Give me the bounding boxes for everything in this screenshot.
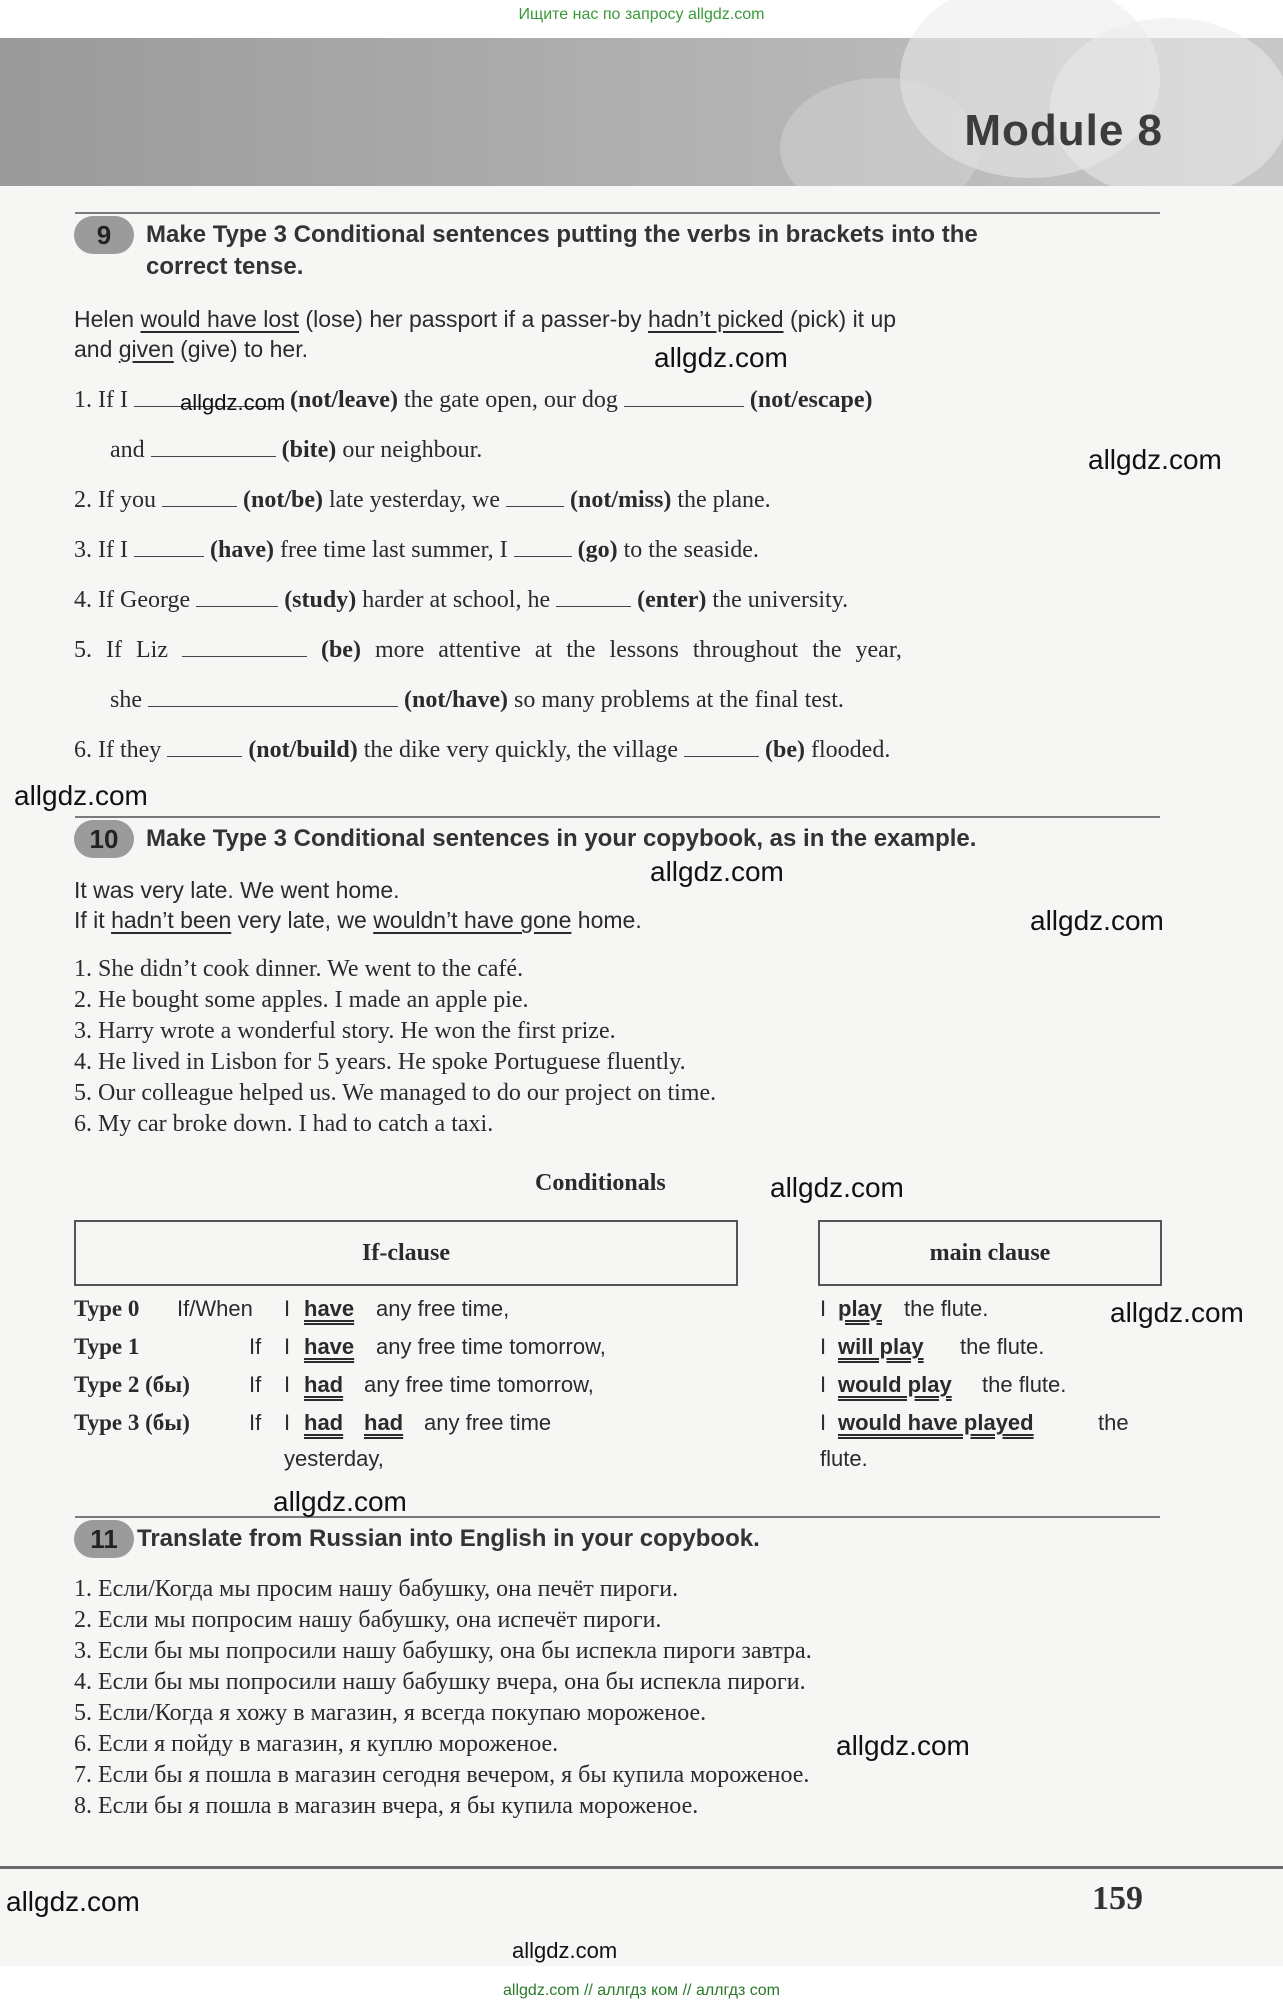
conditional-row-type3: Type 3 (бы) If I had had any free time yesterday, I would have played the flute.	[74, 1410, 1129, 1471]
bottom-note[interactable]: allgdz.com // аллгдз ком // аллгдз com	[503, 1982, 780, 1999]
exercise-9-item: and (bite) our neighbour.	[110, 434, 482, 466]
conditional-row-type1: Type 1 If I have any free time tomorrow, I will play the flute.	[74, 1334, 1045, 1359]
exercise-11-list	[74, 1574, 812, 1822]
divider	[75, 212, 1160, 214]
watermark-text[interactable]: allgdz.com	[836, 1730, 970, 1761]
exercise-9-example: Helen would have lost (lose) her passport if a passer-by hadn’t picked (pick) it up	[74, 306, 897, 332]
exercise-9-item: 5. If Liz (be) more attentive at the lessons throughout the year,	[74, 634, 902, 666]
exercise-9-item: 2. If you (not/be) late yesterday, we (not/miss) the plane.	[74, 484, 771, 516]
watermark-text[interactable]: allgdz.com	[14, 780, 148, 811]
footer-divider	[0, 1866, 1283, 1869]
watermark-text[interactable]: allgdz.com	[770, 1172, 904, 1203]
conditional-row-type0: Type 0 If/When I have any free time, I play the flute.	[74, 1296, 989, 1321]
watermark-text[interactable]: allgdz.com	[180, 390, 286, 415]
exercise-11-item: 1. Если/Когда мы просим нашу бабушку, она печёт пироги.	[74, 1576, 679, 1602]
main-clause-box	[818, 1220, 1162, 1286]
module-title: Module 8	[964, 106, 1163, 155]
exercise-10-number: 10	[74, 820, 134, 858]
exercise-10-item: 2. He bought some apples. I made an apple pie.	[74, 987, 529, 1013]
page-header	[0, 38, 1283, 186]
watermark-text[interactable]: allgdz.com	[273, 1486, 407, 1517]
exercise-11-item: 4. Если бы мы попросили нашу бабушку вчера, она бы испекла пироги.	[74, 1669, 806, 1695]
exercise-10-list	[74, 954, 716, 1140]
watermark-text[interactable]: allgdz.com	[6, 1886, 140, 1917]
exercise-10-example-cont: If it hadn’t been very late, we wouldn’t have gone home.	[74, 907, 642, 933]
if-clause-label: If-clause	[362, 1240, 450, 1266]
exercise-10-item: 6. My car broke down. I had to catch a taxi.	[74, 1111, 494, 1137]
exercise-9-item: 3. If I (have) free time last summer, I (go) to the seaside.	[74, 534, 759, 566]
watermark-text[interactable]: allgdz.com	[654, 342, 788, 373]
if-clause-box	[74, 1220, 738, 1286]
watermark-text[interactable]: allgdz.com	[1088, 444, 1222, 475]
exercise-10-item: 4. He lived in Lisbon for 5 years. He spoke Portuguese fluently.	[74, 1049, 686, 1075]
exercise-10-item: 1. She didn’t cook dinner. We went to the café.	[74, 956, 524, 982]
exercise-11-number: 11	[74, 1520, 134, 1558]
exercise-11-item: 7. Если бы я пошла в магазин сегодня вечером, я бы купила мороженое.	[74, 1762, 810, 1788]
watermark-text[interactable]: allgdz.com	[512, 1938, 618, 1963]
exercise-10-example: It was very late. We went home.	[74, 877, 400, 903]
exercise-11-item: 8. Если бы я пошла в магазин вчера, я бы купила мороженое.	[74, 1793, 699, 1819]
watermark-text[interactable]: allgdz.com	[1110, 1297, 1244, 1328]
exercise-9-item: she (not/have) so many problems at the final test.	[110, 684, 844, 716]
watermark-text[interactable]: allgdz.com	[1030, 905, 1164, 936]
exercise-11-item: 3. Если бы мы попросили нашу бабушку, она бы испекла пироги завтра.	[74, 1638, 812, 1664]
exercise-9-heading: Make Type 3 Conditional sentences putting the verbs in brackets into the	[146, 221, 978, 248]
divider	[75, 1516, 1160, 1518]
exercise-9-number: 9	[74, 216, 134, 254]
exercise-11-heading: Translate from Russian into English in your copybook.	[137, 1525, 760, 1552]
exercise-9-item: 4. If George (study) harder at school, he (enter) the university.	[74, 584, 848, 616]
exercise-11-item: 5. Если/Когда я хожу в магазин, я всегда покупаю мороженое.	[74, 1700, 707, 1726]
exercise-11-item: 2. Если мы попросим нашу бабушку, она испечёт пироги.	[74, 1607, 662, 1633]
conditionals-title: Conditionals	[535, 1170, 666, 1196]
exercise-9-item: 6. If they (not/build) the dike very quickly, the village (be) flooded.	[74, 734, 890, 766]
exercise-10-item: 5. Our colleague helped us. We managed to do our project on time.	[74, 1080, 717, 1106]
page-number: 159	[1092, 1880, 1143, 1917]
exercise-9-example-cont: and given (give) to her.	[74, 336, 308, 362]
exercise-11-item: 6. Если я пойду в магазин, я куплю мороженое.	[74, 1731, 559, 1757]
page-footer	[0, 1966, 1283, 2012]
exercise-10-heading: Make Type 3 Conditional sentences in your copybook, as in the example.	[146, 825, 977, 852]
conditionals-table	[74, 1296, 1174, 1486]
conditional-row-type2: Type 2 (бы) If I had any free time tomorrow, I would play the flute.	[74, 1372, 1067, 1397]
exercise-10-item: 3. Harry wrote a wonderful story. He won the first prize.	[74, 1018, 616, 1044]
exercise-9-heading-cont: correct tense.	[146, 253, 304, 280]
divider	[75, 816, 1160, 818]
exercise-9-item: 1. If I (not/leave) the gate open, our dog (not/escape)	[74, 384, 873, 416]
main-clause-label: main clause	[929, 1240, 1051, 1266]
watermark-text[interactable]: allgdz.com	[650, 856, 784, 887]
top-search-note[interactable]: Ищите нас по запросу allgdz.com	[518, 6, 765, 23]
